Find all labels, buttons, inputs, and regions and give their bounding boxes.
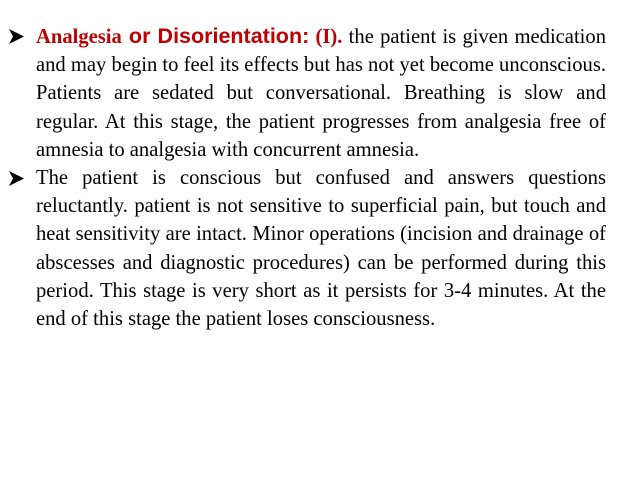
- arrow-bullet-icon: [8, 170, 25, 187]
- stage-term-analgesia: Analgesia: [36, 26, 122, 48]
- bullet-item-stage-details: [8, 164, 606, 333]
- stage-term-disorientation: or Disorientation:: [121, 24, 310, 48]
- stage-one-description: the patient is given medication and may begin to feel its effects but has not yet become unconscious. Patients are sedated but conversational. Breathing is slow and regular. At this stage, the patient progresses from analgesia free of amnesia to analgesia with concurrent amnesia.: [36, 26, 606, 161]
- bullet-item-stage-one: [8, 22, 606, 164]
- stage-details-description: The patient is conscious but confused and answers questions reluctantly. patient is not sensitive to superficial pain, but touch and heat sensitivity are intact. Minor operations (incision and drainage of abscesses and diagnostic procedures) can be performed during this period. This stage is very short as it persists for 3-4 minutes. At the end of this stage the patient loses consciousness.: [36, 167, 606, 331]
- arrow-bullet-icon: [8, 28, 25, 45]
- stage-term-number: (I).: [309, 26, 343, 48]
- bullet-list: [8, 22, 606, 333]
